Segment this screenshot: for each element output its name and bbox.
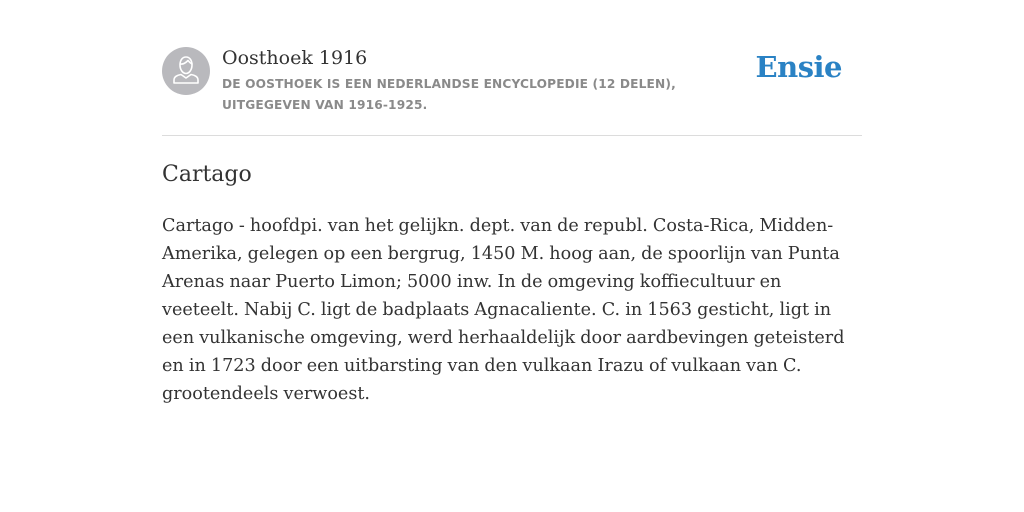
article-body: Cartago - hoofdpi. van het gelijkn. dept. van de republ. Costa-Rica, Midden-Amerika, gelegen op een bergrug, 1450 M. hoog aan, de spoorlijn van Punta Arenas naar Puerto Limon; 5000 inw. In de omgeving koffiecultuur en veeteelt. Nabij C. ligt de badplaats Agnacaliente. C. in 1563 gesticht, ligt in een vulkanische omgeving, werd herhaaldelijk door aardbevingen geteisterd en in 1723 door een uitbarsting van den vulkaan Irazu of vulkaan van C. grootendeels verwoest. bbox=[162, 216, 845, 404]
entry-container bbox=[162, 44, 862, 408]
ensie-logo-link[interactable]: Ensie bbox=[755, 50, 842, 84]
user-avatar-icon[interactable] bbox=[162, 47, 210, 95]
source-info bbox=[222, 46, 762, 116]
article-title: Cartago bbox=[162, 162, 252, 187]
user-silhouette-icon bbox=[162, 47, 210, 95]
source-header bbox=[162, 44, 862, 136]
source-title[interactable]: Oosthoek 1916 bbox=[222, 47, 368, 69]
source-description: DE OOSTHOEK IS EEN NEDERLANDSE ENCYCLOPEDIE (12 DELEN), UITGEGEVEN VAN 1916-1925. bbox=[222, 77, 676, 112]
